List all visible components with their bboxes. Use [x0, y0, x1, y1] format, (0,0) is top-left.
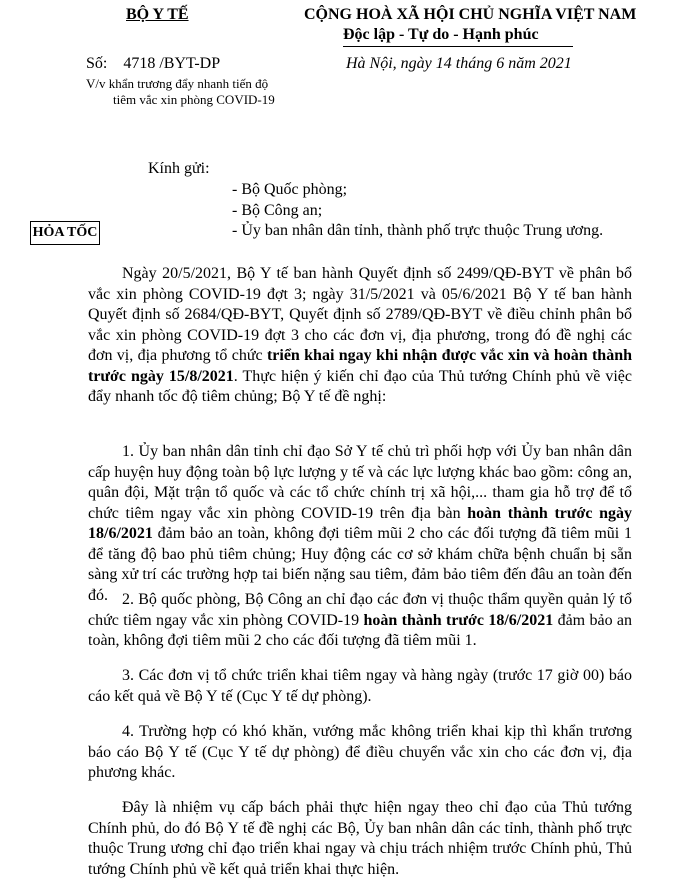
subject-line-1: V/v khẩn trương đẩy nhanh tiến độ	[86, 76, 269, 91]
urgent-stamp: HỎA TỐC	[30, 221, 100, 245]
intro-text-2: . Thực hiện ý kiến chỉ đạo của Thủ tướng Chính phủ về việc đẩy nhanh tốc độ tiêm chủng; Bộ Y tế đề nghị:	[88, 367, 632, 405]
intro-emphasis: triển khai ngay khi nhận được vắc xin và hoàn thành trước ngày 15/8/2021	[88, 347, 632, 385]
item-2-emphasis: hoàn thành trước 18/6/2021	[363, 611, 554, 629]
recipient-item: - Ủy ban nhân dân tỉnh, thành phố trực thuộc Trung ương.	[232, 222, 604, 239]
recipient-item: - Bộ Quốc phòng;	[232, 181, 348, 198]
motto-underline	[343, 46, 573, 47]
item-1-text-2: đảm bảo an toàn, không đợi tiêm mũi 2 cho các đối tượng đã tiêm mũi 1 để tăng độ bao phủ tiêm chủng; Huy động các cơ sở khám chữa bệnh chuẩn bị sẵn sàng xử trí các trường hợp tai biến nặng sau tiêm, đảm bảo tiêm đến đâu an toàn đến đó.	[88, 525, 632, 604]
salutation: Kính gửi:	[148, 160, 210, 177]
item-4-paragraph: 4. Trường hợp có khó khăn, vướng mắc không triển khai kịp thì khẩn trương báo cáo Bộ Y tế (Cục Y tế dự phòng) để điều chuyển vắc xin cho các đơn vị, địa phương khác.	[88, 723, 632, 781]
national-title: CỘNG HOÀ XÃ HỘI CHỦ NGHĨA VIỆT NAM	[304, 6, 637, 23]
item-3-paragraph: 3. Các đơn vị tổ chức triển khai tiêm ngay và hàng ngày (trước 17 giờ 00) báo cáo kết quả về Bộ Y tế (Cục Y tế dự phòng).	[88, 667, 632, 705]
recipient-list	[232, 180, 603, 242]
item-1-emphasis: hoàn thành trước ngày 18/6/2021	[88, 504, 633, 542]
item-1-paragraph	[88, 442, 632, 606]
item-2-text-1: 2. Bộ quốc phòng, Bộ Công an chỉ đạo các đơn vị thuộc thẩm quyền quản lý tổ chức tiêm ngay vắc xin phòng COVID-19	[88, 591, 632, 629]
document-number	[86, 55, 220, 73]
subject-line-2: tiêm vắc xin phòng COVID-19	[113, 92, 275, 107]
intro-text-1: Ngày 20/5/2021, Bộ Y tế ban hành Quyết định số 2499/QĐ-BYT về phân bổ vắc xin phòng COVID-19 đợt 3; ngày 31/5/2021 và 05/6/2021 Bộ Y tế ban hành Quyết định số 2684/QĐ-BYT, Quyết định số 2789/QĐ-BYT về điều chỉnh phân bổ vắc xin phòng COVID-19 đợt 3 cho các đơn vị, địa phương, trong đó đề nghị các đơn vị, địa phương tổ chức	[88, 265, 632, 364]
intro-paragraph	[88, 264, 632, 408]
issuing-agency: BỘ Y TẾ	[126, 6, 189, 23]
closing-paragraph: Đây là nhiệm vụ cấp bách phải thực hiện ngay theo chỉ đạo của Thủ tướng Chính phủ, do đó Bộ Y tế đề nghị các Bộ, Ủy ban nhân dân các tỉnh, thành phố trực thuộc Trung ương chỉ đạo triển khai ngay và chịu trách nhiệm trước Chính phủ, Thủ tướng Chính phủ về kết quả triển khai thực hiện.	[88, 799, 632, 878]
recipient-item: - Bộ Công an;	[232, 201, 323, 219]
document-number-prefix: Số:	[86, 55, 108, 72]
national-motto: Độc lập - Tự do - Hạnh phúc	[343, 26, 539, 43]
item-2-text-2: đảm bảo an toàn, không đợi tiêm mũi 2 cho các đối tượng đã tiêm mũi 1.	[88, 611, 633, 649]
date-line: Hà Nội, ngày 14 tháng 6 năm 2021	[346, 55, 572, 72]
document-number-suffix: /BYT-DP	[159, 55, 221, 72]
document-number-value: 4718	[123, 55, 156, 72]
item-1-text-1: 1. Ủy ban nhân dân tỉnh chỉ đạo Sở Y tế chủ trì phối hợp với Ủy ban nhân dân cấp huyện huy động toàn bộ lực lượng y tế và các lực lượng khác bao gồm: công an, quân đội, Mặt trận tổ quốc và các tổ chức chính trị xã hội,... tham gia hỗ trợ để tổ chức tiêm ngay vắc xin phòng COVID-19 trên địa bàn	[88, 443, 632, 522]
item-2-paragraph	[88, 590, 632, 652]
